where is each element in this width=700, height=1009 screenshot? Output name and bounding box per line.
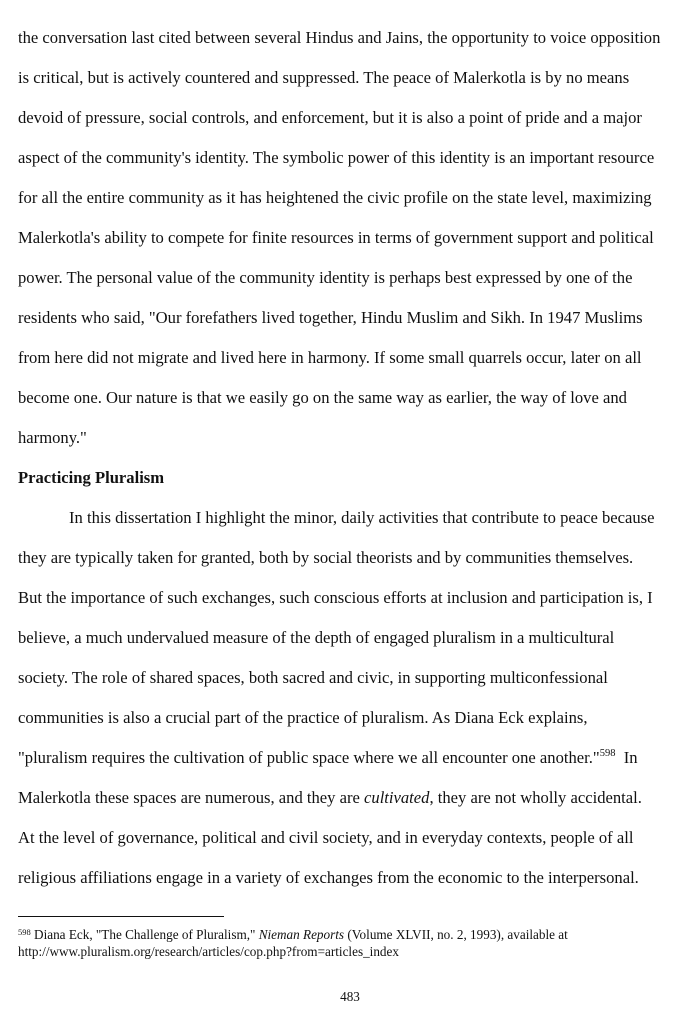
- text-fragment: , they are not wholly accidental.: [429, 788, 642, 807]
- text-line: from here did not migrate and lived here in harmony. If some small quarrels occur, later on all: [18, 348, 642, 367]
- text-line: believe, a much undervalued measure of the depth of engaged pluralism in a multicultural: [18, 628, 615, 647]
- section-heading: Practicing Pluralism: [18, 468, 165, 487]
- footnote: [18, 926, 678, 960]
- text-line: Malerkotla's ability to compete for finite resources in terms of government support and political: [18, 228, 654, 247]
- document-body: [18, 22, 690, 902]
- text-fragment: Malerkotla these spaces are numerous, and they are: [18, 788, 365, 807]
- paragraph-continued: [18, 22, 690, 462]
- text-line: residents who said, "Our forefathers lived together, Hindu Muslim and Sikh. In 1947 Muslims: [18, 308, 643, 327]
- text-line: At the level of governance, political and civil society, and in everyday contexts, people of all: [18, 828, 634, 847]
- text-line: is critical, but is actively countered and suppressed. The peace of Malerkotla is by no means: [18, 68, 630, 87]
- text-line: [18, 782, 690, 822]
- text-line: become one. Our nature is that we easily go on the same way as earlier, the way of love and: [18, 388, 627, 407]
- text-line: they are typically taken for granted, both by social theorists and by communities themselves.: [18, 548, 634, 567]
- text-line: harmony.": [18, 428, 87, 447]
- emphasis-text: cultivated: [364, 788, 430, 807]
- footnote-line: [18, 926, 678, 943]
- footnote-number: 598: [18, 927, 31, 937]
- quote-text: "pluralism requires the cultivation of public space where we all encounter one another.": [18, 748, 600, 767]
- text-line: society. The role of shared spaces, both sacred and civic, in supporting multiconfessional: [18, 668, 608, 687]
- text-line: devoid of pressure, social controls, and enforcement, but it is also a point of pride and a major: [18, 108, 642, 127]
- text-line: for all the entire community as it has heightened the civic profile on the state level, maximizing: [18, 188, 652, 207]
- text-line: communities is also a crucial part of the practice of pluralism. As Diana Eck explains,: [18, 708, 588, 727]
- text-line: But the importance of such exchanges, such conscious efforts at inclusion and participation is, I: [18, 588, 653, 607]
- text-line: power. The personal value of the community identity is perhaps best expressed by one of the: [18, 268, 633, 287]
- text-fragment: In: [615, 748, 638, 767]
- footnote-url[interactable]: http://www.pluralism.org/research/articles/cop.php?from=articles_index: [18, 944, 399, 959]
- text-fragment: Diana Eck, "The Challenge of Pluralism,": [30, 927, 259, 942]
- text-line: In this dissertation I highlight the minor, daily activities that contribute to peace because: [69, 508, 655, 527]
- text-line-with-footnote-ref: [18, 742, 690, 782]
- text-line: the conversation last cited between several Hindus and Jains, the opportunity to voice opposition: [18, 28, 661, 47]
- text-fragment: (Volume XLVII, no. 2, 1993), available at: [344, 927, 568, 942]
- publication-title: Nieman Reports: [258, 927, 345, 942]
- text-line: religious affiliations engage in a variety of exchanges from the economic to the interpersonal.: [18, 868, 639, 887]
- text-line: aspect of the community's identity. The symbolic power of this identity is an important resource: [18, 148, 655, 167]
- paragraph-practicing-pluralism: [18, 502, 690, 902]
- footnote-reference[interactable]: 598: [599, 748, 616, 759]
- page-number: 483: [340, 989, 360, 1004]
- footnote-divider: [18, 916, 224, 917]
